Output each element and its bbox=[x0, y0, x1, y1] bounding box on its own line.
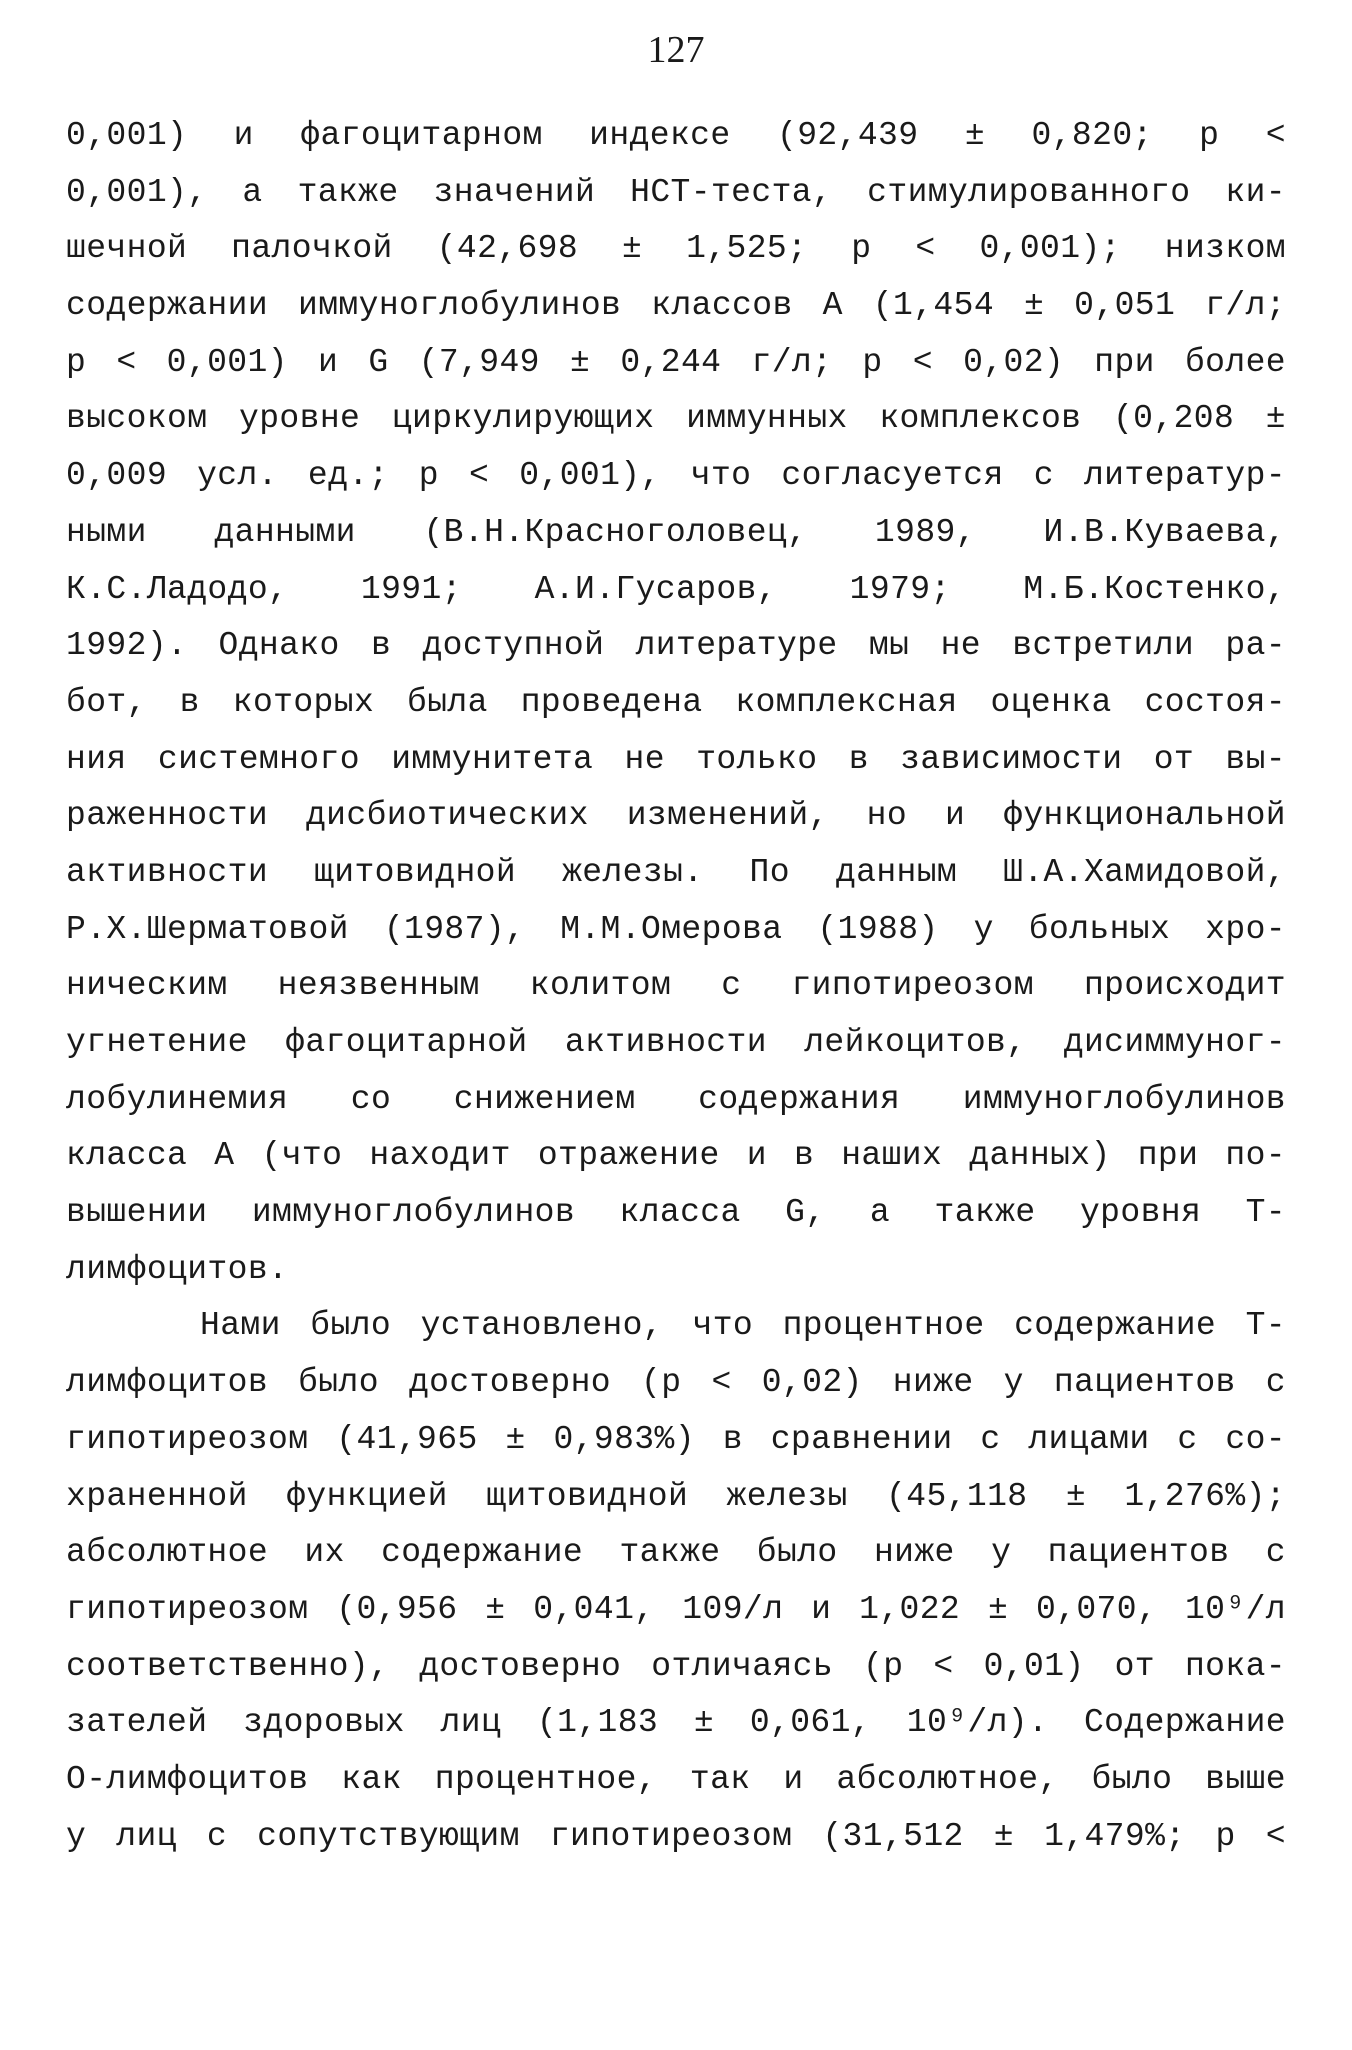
text-line: храненной функцией щитовидной железы (45,118 ± 1,276%); bbox=[66, 1477, 1286, 1515]
text-line: у лиц с сопутствующим гипотиреозом (31,512 ± 1,479%; р < bbox=[66, 1817, 1286, 1855]
text-line: бот, в которых была проведена комплексная оценка состоя- bbox=[66, 683, 1286, 721]
text-line: раженности дисбиотических изменений, но и функциональной bbox=[66, 797, 1286, 835]
text-line: О-лимфоцитов как процентное, так и абсолютное, было выше bbox=[66, 1760, 1286, 1798]
text-line: ными данными (В.Н.Красноголовец, 1989, И.В.Куваева, bbox=[66, 513, 1286, 551]
text-line: лимфоцитов было достоверно (р < 0,02) ниже у пациентов с bbox=[66, 1364, 1286, 1402]
text-line: 1992). Однако в доступной литературе мы не встретили ра- bbox=[66, 627, 1286, 665]
text-line: угнетение фагоцитарной активности лейкоцитов, дисиммуног- bbox=[66, 1024, 1286, 1061]
text-line: гипотиреозом (0,956 ± 0,041, 109/л и 1,022 ± 0,070, 10⁹/л bbox=[66, 1590, 1286, 1628]
text-line: зателей здоровых лиц (1,183 ± 0,061, 10⁹/л). Содержание bbox=[66, 1704, 1286, 1742]
text-line: класса А (что находит отражение и в наших данных) при по- bbox=[66, 1137, 1286, 1175]
text-line: Р.Х.Шерматовой (1987), М.М.Омерова (1988) у больных хро- bbox=[66, 910, 1286, 948]
text-line: активности щитовидной железы. По данным Ш.А.Хамидовой, bbox=[66, 853, 1286, 891]
body-text bbox=[66, 108, 1286, 1865]
paragraph bbox=[66, 1298, 1286, 1865]
paragraph bbox=[66, 108, 1286, 1298]
text-line: Нами было установлено, что процентное содержание Т- bbox=[200, 1307, 1286, 1345]
text-line: абсолютное их содержание также было ниже у пациентов с bbox=[66, 1534, 1286, 1572]
text-line: шечной палочкой (42,698 ± 1,525; р < 0,001); низком bbox=[66, 230, 1286, 268]
text-line: К.С.Ладодо, 1991; А.И.Гусаров, 1979; М.Б.Костенко, bbox=[66, 570, 1286, 608]
text-line: содержании иммуноглобулинов классов А (1,454 ± 0,051 г/л; bbox=[66, 287, 1286, 325]
page-number: 127 bbox=[647, 29, 705, 71]
text-line: соответственно), достоверно отличаясь (р < 0,01) от пока- bbox=[66, 1647, 1286, 1685]
text-line: 0,001), а также значений НСТ-теста, стимулированного ки- bbox=[66, 173, 1286, 211]
text-line: высоком уровне циркулирующих иммунных комплексов (0,208 ± bbox=[66, 400, 1286, 438]
text-line: лобулинемия со снижением содержания иммуноглобулинов bbox=[66, 1080, 1286, 1118]
text-line: лимфоцитов. bbox=[66, 1250, 289, 1288]
text-line: ническим неязвенным колитом с гипотиреозом происходит bbox=[66, 967, 1286, 1005]
text-line: гипотиреозом (41,965 ± 0,983%) в сравнении с лицами с со- bbox=[66, 1420, 1286, 1458]
text-line: вышении иммуноглобулинов класса G, а также уровня Т- bbox=[66, 1194, 1286, 1232]
text-line: 0,001) и фагоцитарном индексе (92,439 ± 0,820; р < bbox=[66, 117, 1286, 154]
text-line: ния системного иммунитета не только в зависимости от вы- bbox=[66, 740, 1286, 778]
text-line: 0,009 усл. ед.; р < 0,001), что согласуется с литератур- bbox=[66, 457, 1286, 495]
text-line: р < 0,001) и G (7,949 ± 0,244 г/л; р < 0,02) при более bbox=[66, 343, 1286, 381]
